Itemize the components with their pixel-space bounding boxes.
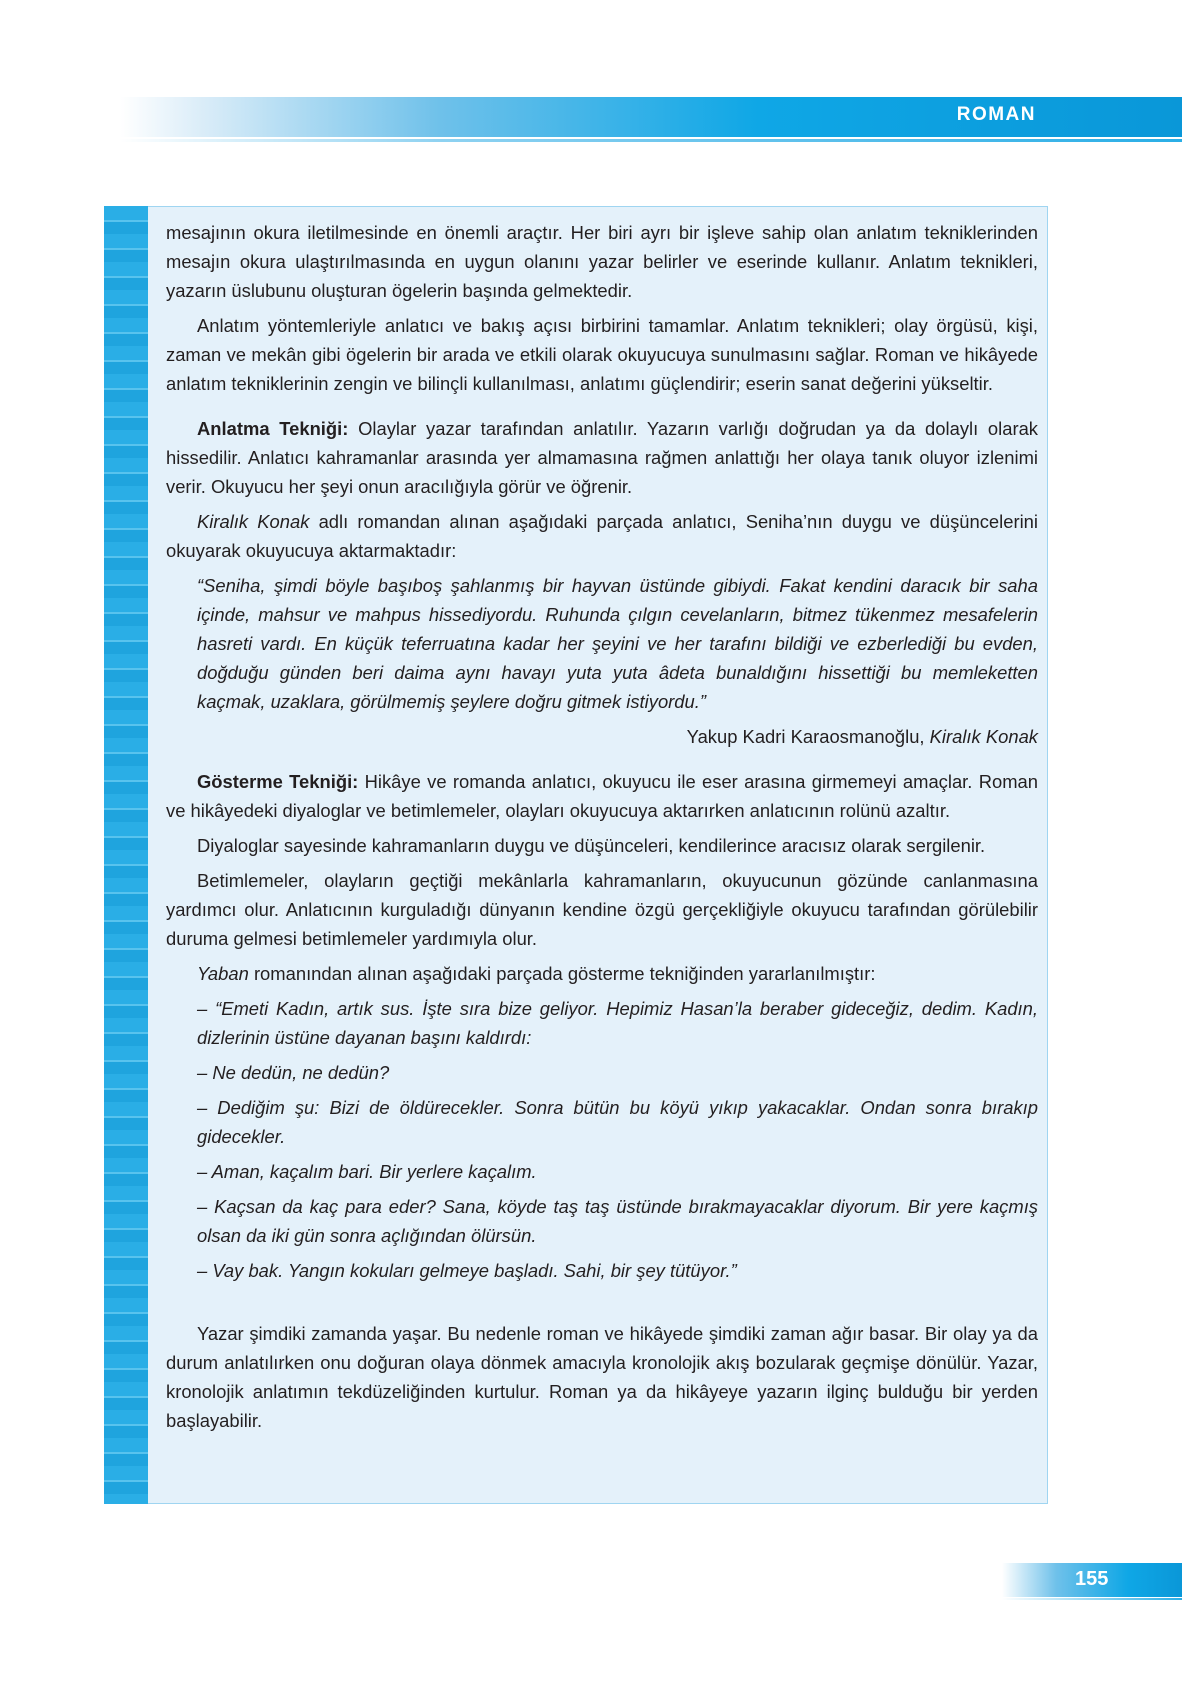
dialogue-line: – “Emeti Kadın, artık sus. İşte sıra bize geliyor. Hepimiz Hasan’la beraber gideceğiz, dedim. Kadın, dizlerinin üstüne dayanan başını kaldırdı:: [197, 998, 1038, 1048]
kiralik-title: Kiralık Konak: [197, 511, 310, 532]
paragraph-intro: mesajının okura iletilmesinde en önemli araçtır. Her biri ayrı bir işleve sahip olan anlatım tekniklerinden mesajın okura ulaştırılmasında en uygun olanını yazar belirler ve eserinde kullanır. Anlatım teknikleri, yazarın üslubunu oluşturan ögelerin başında gelmektedir.: [166, 222, 1038, 301]
dialogue-line: – Kaçsan da kaç para eder? Sana, köyde taş taş üstünde bırakmayacaklar diyorum. Bir yere kaçmış olsan da iki gün sonra açlığından ölürsün.: [197, 1196, 1038, 1246]
kiralik-intro: adlı romandan alınan aşağıdaki parçada anlatıcı, Seniha’nın duygu ve düşüncelerini okuyarak okuyucuya aktarmaktadır:: [166, 511, 1038, 561]
kiralik-quote-block: [166, 571, 1038, 716]
yaban-title: Yaban: [197, 963, 249, 984]
dialogue-line: – Aman, kaçalım bari. Bir yerlere kaçalım.: [197, 1161, 537, 1182]
anlatma-text: Olaylar yazar tarafından anlatılır. Yazarın varlığı doğrudan ya da dolaylı olarak hissedilir. Anlatıcı kahramanlar arasında yer almamasına rağmen anlattığı her olaya tanık oluyor izlenimi verir. Okuyucu her şeyi onun aracılığıyla görür ve öğrenir.: [166, 418, 1038, 497]
body-text: [166, 218, 1038, 1441]
kiralik-author: Yakup Kadri Karaosmanoğlu,: [686, 726, 930, 747]
paragraph-anlatma: [166, 414, 1038, 501]
yaban-dialogue: [166, 994, 1038, 1285]
kiralik-book: Kiralık Konak: [929, 726, 1038, 747]
yaban-intro: romanından alınan aşağıdaki parçada gösterme tekniğinden yararlanılmıştır:: [248, 963, 876, 984]
decorative-strip: [104, 206, 148, 1504]
paragraph-methods: Anlatım yöntemleriyle anlatıcı ve bakış açısı birbirini tamamlar. Anlatım teknikleri; olay örgüsü, kişi, zaman ve mekân gibi ögelerin bir arada ve etkili olarak okuyucuya sunulmasını sağlar. Roman ve hikâyede anlatım tekniklerinin zengin ve bilinçli kullanılması, anlatımı güçlendirir; eserin sanat değerini yükseltir.: [166, 315, 1038, 394]
dialogue-line: – Ne dedün, ne dedün?: [197, 1062, 390, 1083]
dialogue-line: – Vay bak. Yangın kokuları gelmeye başladı. Sahi, bir şey tütüyor.”: [197, 1260, 737, 1281]
paragraph-gosterme: [166, 767, 1038, 825]
paragraph-chronology: Yazar şimdiki zamanda yaşar. Bu nedenle roman ve hikâyede şimdiki zaman ağır basar. Bir olay ya da durum anlatılırken onu doğuran olaya dönmek amacıyla kronolojik akış bozularak geçmişe dönülür. Yazar, kronolojik anlatımın tekdüzeliğinden kurtulur. Roman ya da hikâyeye yazarın ilginç bulduğu bir yerden başlayabilir.: [166, 1323, 1038, 1431]
paragraph-kiralik-intro: [166, 507, 1038, 565]
dialogue-line: – Dediğim şu: Bizi de öldürecekler. Sonra bütün bu köyü yıkıp yakacaklar. Ondan sonra bırakıp gidecekler.: [197, 1097, 1038, 1147]
gosterme-heading: Gösterme Tekniği:: [197, 771, 359, 792]
header-line: [120, 139, 1182, 142]
gosterme-text: Hikâye ve romanda anlatıcı, okuyucu ile eser arasına girmemeyi amaçlar. Roman ve hikâyedeki diyaloglar ve betimlemeler, olayları okuyucuya aktarırken anlatıcının rolünü azaltır.: [166, 771, 1038, 821]
paragraph-betimleme: Betimlemeler, olayların geçtiği mekânlarla kahramanların, okuyucunun gözünde canlanmasına yardımcı olur. Anlatıcının kurguladığı dünyanın kendine özgü gerçekliğiyle okuyucu tarafından görülebilir duruma gelmesi betimlemeler yardımıyla olur.: [166, 870, 1038, 949]
section-title: ROMAN: [956, 104, 1036, 125]
paragraph-yaban-intro: [166, 959, 1038, 988]
paragraph-diyalog: Diyaloglar sayesinde kahramanların duygu ve düşünceleri, kendilerince aracısız olarak sergilenir.: [197, 835, 986, 856]
anlatma-heading: Anlatma Tekniği:: [197, 418, 349, 439]
page-number: 155: [1075, 1568, 1109, 1590]
kiralik-quote: “Seniha, şimdi böyle başıboş şahlanmış bir hayvan üstünde gibiydi. Fakat kendini daracık bir saha içinde, mahsur ve mahpus hissediyordu. Ruhunda çılgın cevelanların, bitmez tükenmez mesafelerin hasreti vardı. En küçük teferruatına kadar her şeyini ve her tarafını bildiği ve ezberlediği bu evden, doğduğu günden beri daima aynı havayı yuta yuta âdeta bunaldığını hissettiği bu memleketten kaçmak, uzaklara, görülmemiş şeylere doğru gitmek istiyordu.”: [197, 575, 1038, 712]
kiralik-attribution: [166, 722, 1038, 751]
footer-line: [1002, 1598, 1182, 1600]
